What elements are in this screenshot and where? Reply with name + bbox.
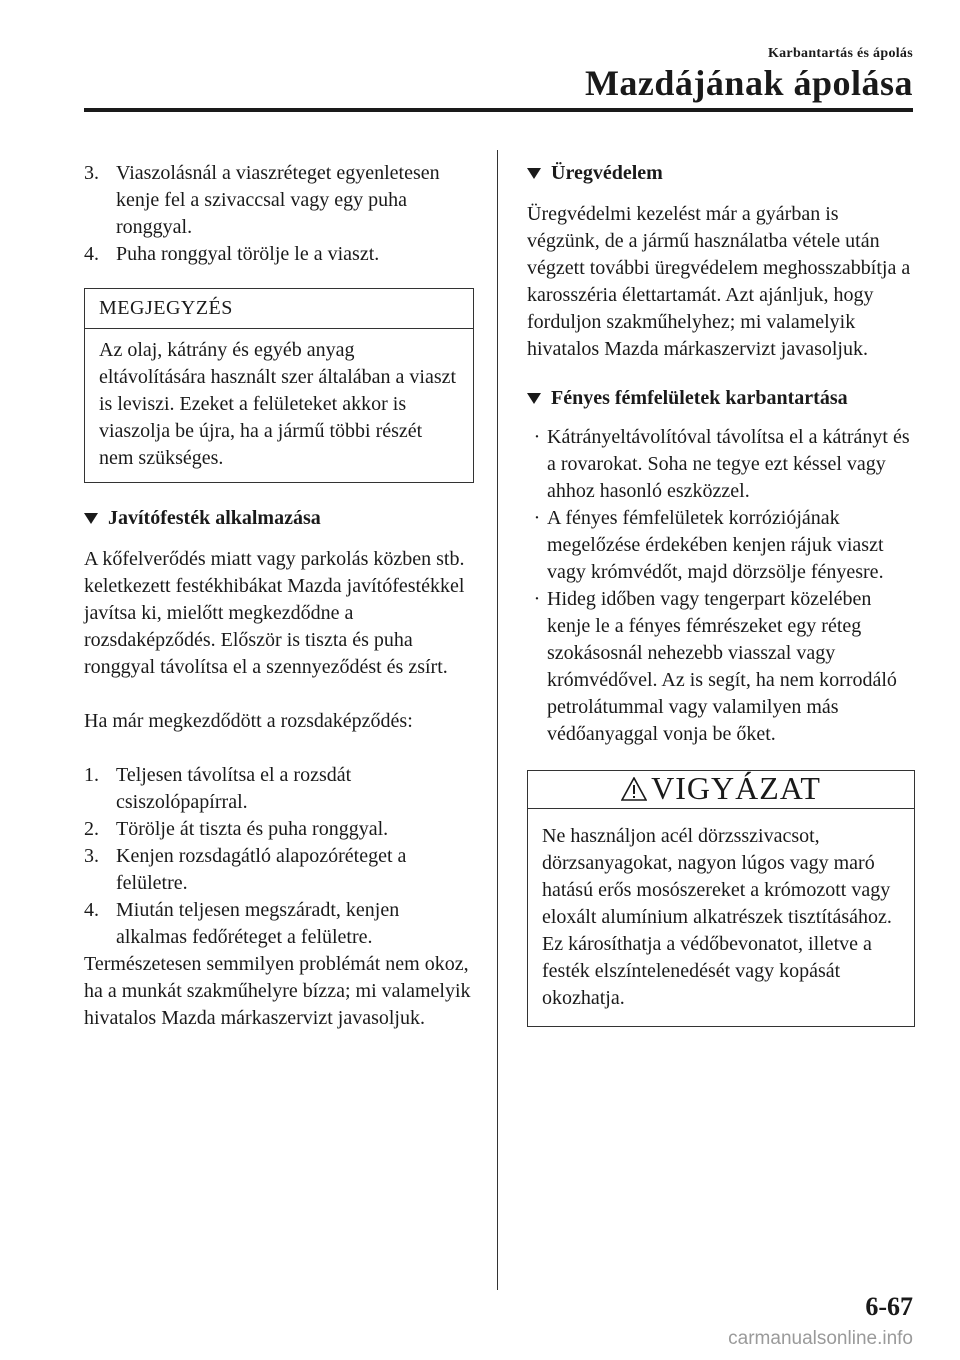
rust-steps-list <box>84 762 474 951</box>
column-divider <box>497 150 498 1290</box>
section-heading-bright-metal <box>527 385 915 412</box>
paragraph: A kőfelverődés miatt vagy parkolás közben stb. keletkezett festékhibákat Mazda javítófestékkel javítsa ki, mielőtt megkezdődne a rozsdaképződés. Először is tiszta és puha ronggyal távolítsa el a szennyeződést és zsírt. <box>84 548 465 678</box>
section-heading-text: Fényes fémfelületek karbantartása <box>551 387 848 409</box>
list-item <box>84 843 474 897</box>
bullet-text: A fényes fémfelületek korróziójának megelőzése érdekében kenjen rájuk viaszt vagy krómvédőt, majd dörzsölje fényesre. <box>547 507 884 583</box>
step-text: Puha ronggyal törölje le a viaszt. <box>116 243 380 265</box>
list-item <box>527 424 915 505</box>
step-number: 4. <box>84 899 99 921</box>
paragraph: Természetesen semmilyen problémát nem okoz, ha a munkát szakműhelyre bízza; mi valamelyik hivatalos Mazda márkaszervizt javasoljuk. <box>84 953 471 1029</box>
caution-heading <box>528 771 914 809</box>
page-title: Mazdájának ápolása <box>584 63 913 103</box>
step-text: Kenjen rozsdagátló alapozóréteget a felületre. <box>116 845 407 894</box>
list-item <box>84 160 474 241</box>
list-item <box>84 897 474 951</box>
warning-triangle-icon <box>621 777 647 801</box>
section-heading-touch-up-paint <box>84 505 474 532</box>
list-item <box>527 586 915 748</box>
left-column <box>84 160 474 1032</box>
right-column <box>527 160 915 1027</box>
bullet-dot-icon: · <box>533 588 541 610</box>
note-heading: MEGJEGYZÉS <box>85 289 473 329</box>
page-number: 6-67 <box>865 1292 913 1321</box>
step-number: 3. <box>84 845 99 867</box>
step-text: Teljesen távolítsa el a rozsdát csiszolópapírral. <box>116 764 352 813</box>
section-heading-text: Javítófesték alkalmazása <box>108 507 321 529</box>
triangle-down-icon <box>527 393 541 404</box>
step-number: 4. <box>84 243 99 265</box>
caution-box <box>527 770 915 1027</box>
list-item <box>84 762 474 816</box>
watermark: carmanualsonline.info <box>728 1328 913 1349</box>
bright-metal-bullets <box>527 424 915 748</box>
list-item <box>527 505 915 586</box>
list-item <box>84 816 474 843</box>
note-box <box>84 288 474 483</box>
section-heading-text: Üregvédelem <box>551 162 663 184</box>
caution-heading-text: VIGYÁZAT <box>651 770 821 806</box>
list-item <box>84 241 474 268</box>
step-text: Törölje át tiszta és puha ronggyal. <box>116 818 389 840</box>
paragraph: Ha már megkezdődött a rozsdaképződés: <box>84 710 413 732</box>
section-heading-cavity-protection <box>527 160 915 187</box>
note-text: Az olaj, kátrány és egyéb anyag eltávolítására használt szer általában a viaszt is leviszi. Ezeket a felületeket akkor is viaszolja be újra, ha a jármű többi részét nem szükséges. <box>99 339 457 469</box>
bullet-dot-icon: · <box>533 507 541 529</box>
step-number: 3. <box>84 162 99 184</box>
bullet-text: Kátrányeltávolítóval távolítsa el a kátrányt és a rovarokat. Soha ne tegye ezt késsel vagy ahhoz hasonló eszközzel. <box>547 426 910 502</box>
step-text: Miután teljesen megszáradt, kenjen alkalmas fedőréteget a felületre. <box>116 899 400 948</box>
step-text: Viaszolásnál a viaszréteget egyenletesen kenje fel a szivaccsal vagy egy puha ronggyal. <box>116 162 440 238</box>
header-rule <box>84 108 913 112</box>
step-number: 2. <box>84 818 99 840</box>
triangle-down-icon <box>84 513 98 524</box>
bullet-text: Hideg időben vagy tengerpart közelében kenje le a fényes fémrészeket egy réteg szokásosnál nehezebb viasszal vagy krómvédővel. Az is segít, ha nem korrodáló petrolátummal vagy valamilyen más védőanyaggal vonja be őket. <box>547 588 897 745</box>
paragraph: Üregvédelmi kezelést már a gyárban is végzünk, de a jármű használatba vétele után végzett további üregvédelem meghosszabbítja a karosszéria élettartamát. Azt ajánljuk, hogy forduljon szakműhelyhez; mi valamelyik hivatalos Mazda márkaszervizt javasoljuk. <box>527 203 911 360</box>
caution-text: Ne használjon acél dörzsszivacsot, dörzsanyagokat, nagyon lúgos vagy maró hatású erős mosószereket a krómozott vagy eloxált alumínium alkatrészek tisztításához. Ez károsíthatja a védőbevonatot, illetve a festék elszíntelenedését vagy kopását okozhatja. <box>542 825 892 1009</box>
step-number: 1. <box>84 764 99 786</box>
wax-steps-list <box>84 160 474 268</box>
header-section-label: Karbantartás és ápolás <box>767 46 913 61</box>
triangle-down-icon <box>527 168 541 179</box>
bullet-dot-icon: · <box>533 426 541 448</box>
